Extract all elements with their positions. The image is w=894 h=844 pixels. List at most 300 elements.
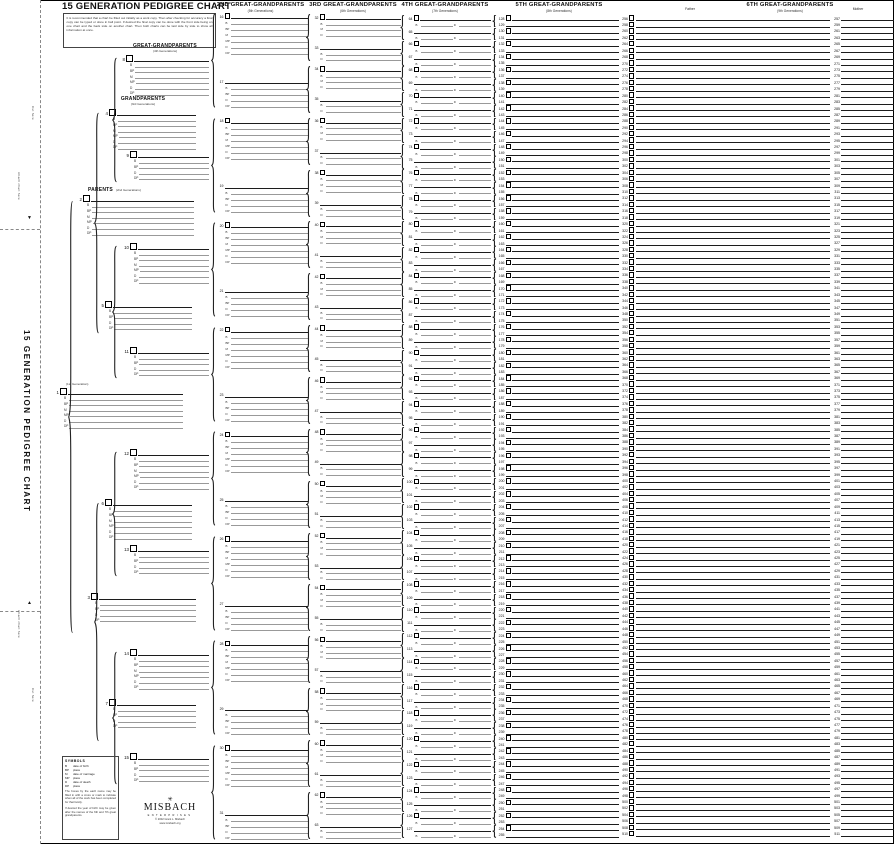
name-line-94[interactable] xyxy=(420,400,491,407)
field-line-56-D[interactable] xyxy=(326,653,402,660)
completion-checkbox-426[interactable] xyxy=(629,561,634,566)
field-line-41-D[interactable] xyxy=(326,262,402,269)
completion-checkbox-280[interactable] xyxy=(629,92,634,97)
name-line-5[interactable] xyxy=(113,300,192,308)
name-line-109[interactable] xyxy=(414,593,492,600)
name-line-100[interactable] xyxy=(420,473,491,484)
completion-checkbox-5[interactable] xyxy=(105,301,112,308)
completion-checkbox-436[interactable] xyxy=(629,593,634,598)
completion-checkbox-292[interactable] xyxy=(629,131,634,136)
completion-checkbox-62[interactable] xyxy=(320,792,325,797)
field-line-5-DP[interactable] xyxy=(114,329,192,330)
name-line-126[interactable] xyxy=(420,812,491,819)
completion-checkbox-126[interactable] xyxy=(414,813,419,818)
field-line-51-D[interactable] xyxy=(326,521,402,528)
field-line-21-DP[interactable] xyxy=(231,310,308,317)
field-line-29-DP[interactable] xyxy=(231,728,308,735)
completion-checkbox-340[interactable] xyxy=(629,285,634,290)
name-line-121[interactable] xyxy=(414,748,492,755)
completion-checkbox-15[interactable] xyxy=(130,753,137,760)
completion-checkbox-504[interactable] xyxy=(629,812,634,817)
completion-checkbox-256[interactable] xyxy=(629,15,634,20)
completion-checkbox-458[interactable] xyxy=(629,664,634,669)
completion-checkbox-462[interactable] xyxy=(629,677,634,682)
completion-checkbox-478[interactable] xyxy=(629,728,634,733)
completion-checkbox-414[interactable] xyxy=(629,523,634,528)
completion-checkbox-508[interactable] xyxy=(629,825,634,830)
completion-checkbox-334[interactable] xyxy=(629,266,634,271)
completion-checkbox-474[interactable] xyxy=(629,715,634,720)
completion-checkbox-94[interactable] xyxy=(414,401,419,406)
field-line-62-D[interactable] xyxy=(326,808,402,815)
completion-checkbox-432[interactable] xyxy=(629,581,634,586)
name-line-110[interactable] xyxy=(420,606,491,613)
field-line-55-D[interactable] xyxy=(326,625,402,632)
completion-checkbox-64[interactable] xyxy=(414,15,419,20)
name-line-6[interactable] xyxy=(113,498,192,506)
completion-checkbox-20[interactable] xyxy=(225,222,230,227)
field-line-58-D[interactable] xyxy=(326,705,402,712)
completion-checkbox-416[interactable] xyxy=(629,529,634,534)
completion-checkbox-104[interactable] xyxy=(414,530,419,535)
field-line-28-DP[interactable] xyxy=(231,675,308,682)
completion-checkbox-472[interactable] xyxy=(629,709,634,714)
completion-checkbox-26[interactable] xyxy=(225,536,230,541)
completion-checkbox-344[interactable] xyxy=(629,298,634,303)
completion-checkbox-510[interactable] xyxy=(629,831,634,836)
completion-checkbox-114[interactable] xyxy=(414,659,419,664)
completion-checkbox-34[interactable] xyxy=(320,66,325,71)
completion-checkbox-9[interactable] xyxy=(130,151,137,158)
completion-checkbox-446[interactable] xyxy=(629,625,634,630)
name-line-88[interactable] xyxy=(420,323,491,330)
field-line-42-D[interactable] xyxy=(326,290,402,297)
field-line-39-D[interactable] xyxy=(326,210,402,217)
name-line-111[interactable] xyxy=(414,619,492,626)
completion-checkbox-438[interactable] xyxy=(629,600,634,605)
name-line-510[interactable] xyxy=(636,830,830,837)
completion-checkbox-396[interactable] xyxy=(629,465,634,470)
name-line-68[interactable] xyxy=(420,61,491,72)
field-line-25-DP[interactable] xyxy=(231,519,308,526)
completion-checkbox-108[interactable] xyxy=(414,581,419,586)
name-line-72[interactable] xyxy=(420,117,491,124)
completion-checkbox-92[interactable] xyxy=(414,376,419,381)
field-line-48-D[interactable] xyxy=(326,445,402,452)
field-line-1-DP[interactable] xyxy=(69,428,183,429)
name-line-93[interactable] xyxy=(414,387,492,394)
completion-checkbox-420[interactable] xyxy=(629,542,634,547)
field-line-127-D[interactable] xyxy=(459,837,491,838)
completion-checkbox-464[interactable] xyxy=(629,683,634,688)
completion-checkbox-30[interactable] xyxy=(225,745,230,750)
completion-checkbox-502[interactable] xyxy=(629,805,634,810)
completion-checkbox-302[interactable] xyxy=(629,163,634,168)
field-line-24-DP[interactable] xyxy=(231,466,308,473)
completion-checkbox-348[interactable] xyxy=(629,311,634,316)
name-line-79[interactable] xyxy=(414,207,492,214)
completion-checkbox-16[interactable] xyxy=(225,13,230,18)
field-line-2-DP[interactable] xyxy=(92,235,194,236)
field-line-30-DP[interactable] xyxy=(231,780,308,787)
field-line-15-DP[interactable] xyxy=(139,781,209,782)
completion-checkbox-116[interactable] xyxy=(414,684,419,689)
completion-checkbox-44[interactable] xyxy=(320,325,325,330)
completion-checkbox-314[interactable] xyxy=(629,202,634,207)
completion-checkbox-480[interactable] xyxy=(629,735,634,740)
name-line-117[interactable] xyxy=(414,696,492,703)
completion-checkbox-266[interactable] xyxy=(629,48,634,53)
completion-checkbox-106[interactable] xyxy=(414,556,419,561)
completion-checkbox-11[interactable] xyxy=(130,347,137,354)
completion-checkbox-374[interactable] xyxy=(629,394,634,399)
completion-checkbox-388[interactable] xyxy=(629,439,634,444)
completion-checkbox-454[interactable] xyxy=(629,651,634,656)
completion-checkbox-366[interactable] xyxy=(629,369,634,374)
completion-checkbox-32[interactable] xyxy=(320,14,325,19)
field-line-36-D[interactable] xyxy=(326,134,402,141)
completion-checkbox-354[interactable] xyxy=(629,330,634,335)
completion-checkbox-306[interactable] xyxy=(629,176,634,181)
completion-checkbox-310[interactable] xyxy=(629,189,634,194)
completion-checkbox-332[interactable] xyxy=(629,259,634,264)
completion-checkbox-430[interactable] xyxy=(629,574,634,579)
completion-checkbox-38[interactable] xyxy=(320,170,325,175)
field-line-6-DP[interactable] xyxy=(114,539,192,540)
completion-checkbox-400[interactable] xyxy=(629,478,634,483)
name-line-124[interactable] xyxy=(420,786,491,793)
completion-checkbox-500[interactable] xyxy=(629,799,634,804)
completion-checkbox-490[interactable] xyxy=(629,767,634,772)
name-line-74[interactable] xyxy=(420,143,491,150)
field-line-127-B[interactable] xyxy=(421,837,453,838)
completion-checkbox-274[interactable] xyxy=(629,73,634,78)
completion-checkbox-24[interactable] xyxy=(225,432,230,437)
completion-checkbox-290[interactable] xyxy=(629,125,634,130)
name-line-13[interactable] xyxy=(138,544,209,552)
field-line-16-DP[interactable] xyxy=(231,48,308,55)
completion-checkbox-404[interactable] xyxy=(629,491,634,496)
name-line-103[interactable] xyxy=(414,516,492,523)
completion-checkbox-352[interactable] xyxy=(629,324,634,329)
completion-checkbox-13[interactable] xyxy=(130,545,137,552)
completion-checkbox-48[interactable] xyxy=(320,429,325,434)
completion-checkbox-276[interactable] xyxy=(629,80,634,85)
name-line-98[interactable] xyxy=(420,447,491,458)
completion-checkbox-110[interactable] xyxy=(414,607,419,612)
completion-checkbox-356[interactable] xyxy=(629,337,634,342)
completion-checkbox-342[interactable] xyxy=(629,292,634,297)
name-line-122[interactable] xyxy=(420,756,491,767)
completion-checkbox-468[interactable] xyxy=(629,696,634,701)
completion-checkbox-268[interactable] xyxy=(629,54,634,59)
field-line-19-DP[interactable] xyxy=(231,206,308,213)
completion-checkbox-382[interactable] xyxy=(629,420,634,425)
completion-checkbox-72[interactable] xyxy=(414,118,419,123)
completion-checkbox-350[interactable] xyxy=(629,317,634,322)
completion-checkbox-22[interactable] xyxy=(225,327,230,332)
completion-checkbox-442[interactable] xyxy=(629,613,634,618)
name-line-77[interactable] xyxy=(414,177,492,188)
completion-checkbox-6[interactable] xyxy=(105,499,112,506)
name-line-106[interactable] xyxy=(420,550,491,561)
completion-checkbox-406[interactable] xyxy=(629,497,634,502)
field-line-34-D[interactable] xyxy=(326,82,402,89)
name-line-99[interactable] xyxy=(414,460,492,471)
name-line-4[interactable] xyxy=(117,108,196,116)
completion-checkbox-506[interactable] xyxy=(629,818,634,823)
name-line-3[interactable] xyxy=(99,592,196,600)
completion-checkbox-360[interactable] xyxy=(629,349,634,354)
completion-checkbox-84[interactable] xyxy=(414,273,419,278)
completion-checkbox-100[interactable] xyxy=(414,479,419,484)
completion-checkbox-112[interactable] xyxy=(414,633,419,638)
completion-checkbox-86[interactable] xyxy=(414,298,419,303)
name-line-82[interactable] xyxy=(420,246,491,253)
completion-checkbox-298[interactable] xyxy=(629,150,634,155)
completion-checkbox-284[interactable] xyxy=(629,105,634,110)
completion-checkbox-58[interactable] xyxy=(320,688,325,693)
name-line-11[interactable] xyxy=(138,346,209,354)
field-line-44-D[interactable] xyxy=(326,342,402,349)
field-line-20-DP[interactable] xyxy=(231,257,308,264)
completion-checkbox-46[interactable] xyxy=(320,377,325,382)
completion-checkbox-118[interactable] xyxy=(414,710,419,715)
completion-checkbox-318[interactable] xyxy=(629,214,634,219)
completion-checkbox-294[interactable] xyxy=(629,137,634,142)
completion-checkbox-378[interactable] xyxy=(629,407,634,412)
field-line-23-DP[interactable] xyxy=(231,415,308,422)
field-line-22-DP[interactable] xyxy=(231,362,308,369)
completion-checkbox-328[interactable] xyxy=(629,247,634,252)
completion-checkbox-336[interactable] xyxy=(629,272,634,277)
field-line-43-D[interactable] xyxy=(326,314,402,321)
completion-checkbox-66[interactable] xyxy=(414,41,419,46)
field-line-47-D[interactable] xyxy=(326,418,402,425)
completion-checkbox-272[interactable] xyxy=(629,67,634,72)
name-line-96[interactable] xyxy=(420,426,491,433)
completion-checkbox-402[interactable] xyxy=(629,484,634,489)
field-line-38-D[interactable] xyxy=(326,186,402,193)
name-line-104[interactable] xyxy=(420,529,491,536)
completion-checkbox-18[interactable] xyxy=(225,118,230,123)
field-line-18-DP[interactable] xyxy=(231,153,308,160)
completion-checkbox-412[interactable] xyxy=(629,516,634,521)
name-line-114[interactable] xyxy=(420,653,491,664)
field-line-3-DP[interactable] xyxy=(100,621,196,622)
completion-checkbox-364[interactable] xyxy=(629,362,634,367)
completion-checkbox-484[interactable] xyxy=(629,748,634,753)
completion-checkbox-440[interactable] xyxy=(629,606,634,611)
name-line-2[interactable] xyxy=(91,194,194,202)
completion-checkbox-88[interactable] xyxy=(414,324,419,329)
completion-checkbox-14[interactable] xyxy=(130,649,137,656)
field-line-11-DP[interactable] xyxy=(139,375,209,376)
name-line-115[interactable] xyxy=(414,670,492,677)
completion-checkbox-394[interactable] xyxy=(629,459,634,464)
name-line-91[interactable] xyxy=(414,362,492,369)
name-line-90[interactable] xyxy=(420,349,491,356)
completion-checkbox-304[interactable] xyxy=(629,170,634,175)
completion-checkbox-322[interactable] xyxy=(629,227,634,232)
name-line-120[interactable] xyxy=(420,735,491,742)
completion-checkbox-10[interactable] xyxy=(130,243,137,250)
name-line-101[interactable] xyxy=(414,490,492,497)
name-line-76[interactable] xyxy=(420,164,491,175)
completion-checkbox-482[interactable] xyxy=(629,741,634,746)
completion-checkbox-380[interactable] xyxy=(629,414,634,419)
name-line-70[interactable] xyxy=(420,87,491,98)
completion-checkbox-470[interactable] xyxy=(629,703,634,708)
completion-checkbox-124[interactable] xyxy=(414,787,419,792)
field-line-14-DP[interactable] xyxy=(139,689,209,690)
completion-checkbox-270[interactable] xyxy=(629,60,634,65)
field-line-59-D[interactable] xyxy=(326,729,402,736)
completion-checkbox-466[interactable] xyxy=(629,690,634,695)
completion-checkbox-392[interactable] xyxy=(629,452,634,457)
completion-checkbox-460[interactable] xyxy=(629,670,634,675)
name-line-511[interactable] xyxy=(841,830,894,837)
completion-checkbox-424[interactable] xyxy=(629,555,634,560)
completion-checkbox-76[interactable] xyxy=(414,170,419,175)
completion-checkbox-362[interactable] xyxy=(629,356,634,361)
completion-checkbox-372[interactable] xyxy=(629,388,634,393)
name-line-64[interactable] xyxy=(420,14,491,21)
name-line-123[interactable] xyxy=(414,773,492,780)
name-line-12[interactable] xyxy=(138,448,209,456)
name-line-112[interactable] xyxy=(420,632,491,639)
completion-checkbox-368[interactable] xyxy=(629,375,634,380)
name-line-81[interactable] xyxy=(414,233,492,240)
completion-checkbox-1[interactable] xyxy=(60,388,67,395)
name-line-97[interactable] xyxy=(414,439,492,446)
completion-checkbox-258[interactable] xyxy=(629,22,634,27)
name-line-87[interactable] xyxy=(414,310,492,317)
completion-checkbox-308[interactable] xyxy=(629,182,634,187)
completion-checkbox-102[interactable] xyxy=(414,504,419,509)
name-line-7[interactable] xyxy=(117,698,196,706)
completion-checkbox-376[interactable] xyxy=(629,401,634,406)
name-line-65[interactable] xyxy=(414,27,492,34)
field-line-10-DP[interactable] xyxy=(139,283,209,284)
name-line-127[interactable] xyxy=(414,825,492,832)
field-line-37-D[interactable] xyxy=(326,158,402,165)
name-line-84[interactable] xyxy=(420,267,491,278)
name-line-75[interactable] xyxy=(414,156,492,163)
field-line-31-DP[interactable] xyxy=(231,833,308,840)
name-line-255[interactable] xyxy=(506,831,620,838)
completion-checkbox-494[interactable] xyxy=(629,780,634,785)
field-line-9-DP[interactable] xyxy=(139,179,209,180)
name-line-66[interactable] xyxy=(420,40,491,47)
field-line-61-D[interactable] xyxy=(326,781,402,788)
completion-checkbox-324[interactable] xyxy=(629,234,634,239)
completion-checkbox-428[interactable] xyxy=(629,568,634,573)
completion-checkbox-70[interactable] xyxy=(414,93,419,98)
field-line-57-D[interactable] xyxy=(326,677,402,684)
field-line-27-DP[interactable] xyxy=(231,624,308,631)
field-line-52-D[interactable] xyxy=(326,549,402,556)
name-line-116[interactable] xyxy=(420,683,491,690)
completion-checkbox-444[interactable] xyxy=(629,619,634,624)
completion-checkbox-488[interactable] xyxy=(629,760,634,765)
completion-checkbox-82[interactable] xyxy=(414,247,419,252)
completion-checkbox-36[interactable] xyxy=(320,118,325,123)
name-line-14[interactable] xyxy=(138,648,209,656)
name-line-69[interactable] xyxy=(414,74,492,85)
completion-checkbox-370[interactable] xyxy=(629,381,634,386)
name-line-83[interactable] xyxy=(414,259,492,266)
field-line-26-DP[interactable] xyxy=(231,571,308,578)
completion-checkbox-398[interactable] xyxy=(629,471,634,476)
completion-checkbox-74[interactable] xyxy=(414,144,419,149)
completion-checkbox-52[interactable] xyxy=(320,533,325,538)
field-line-60-D[interactable] xyxy=(326,756,402,763)
name-line-71[interactable] xyxy=(414,104,492,111)
completion-checkbox-96[interactable] xyxy=(414,427,419,432)
field-line-50-D[interactable] xyxy=(326,497,402,504)
completion-checkbox-422[interactable] xyxy=(629,548,634,553)
completion-checkbox-326[interactable] xyxy=(629,240,634,245)
completion-checkbox-260[interactable] xyxy=(629,28,634,33)
completion-checkbox-450[interactable] xyxy=(629,638,634,643)
completion-checkbox-286[interactable] xyxy=(629,112,634,117)
completion-checkbox-296[interactable] xyxy=(629,144,634,149)
completion-checkbox-390[interactable] xyxy=(629,446,634,451)
name-line-15[interactable] xyxy=(138,752,209,760)
field-line-7-DP[interactable] xyxy=(118,727,196,728)
completion-checkbox-60[interactable] xyxy=(320,740,325,745)
name-line-108[interactable] xyxy=(420,576,491,587)
completion-checkbox-312[interactable] xyxy=(629,195,634,200)
field-line-45-D[interactable] xyxy=(326,366,402,373)
name-line-89[interactable] xyxy=(414,336,492,343)
completion-checkbox-98[interactable] xyxy=(414,453,419,458)
completion-checkbox-12[interactable] xyxy=(130,449,137,456)
completion-checkbox-50[interactable] xyxy=(320,481,325,486)
completion-checkbox-264[interactable] xyxy=(629,41,634,46)
completion-checkbox-42[interactable] xyxy=(320,274,325,279)
completion-checkbox-278[interactable] xyxy=(629,86,634,91)
completion-checkbox-434[interactable] xyxy=(629,587,634,592)
completion-checkbox-120[interactable] xyxy=(414,736,419,741)
completion-checkbox-386[interactable] xyxy=(629,433,634,438)
field-line-49-D[interactable] xyxy=(326,469,402,476)
field-line-33-D[interactable] xyxy=(326,55,402,62)
completion-checkbox-498[interactable] xyxy=(629,792,634,797)
completion-checkbox-338[interactable] xyxy=(629,279,634,284)
completion-checkbox-408[interactable] xyxy=(629,503,634,508)
completion-checkbox-330[interactable] xyxy=(629,253,634,258)
field-line-13-DP[interactable] xyxy=(139,573,209,574)
completion-checkbox-418[interactable] xyxy=(629,536,634,541)
completion-checkbox-346[interactable] xyxy=(629,304,634,309)
field-line-8-DP[interactable] xyxy=(135,95,209,96)
name-line-113[interactable] xyxy=(414,645,492,652)
field-line-54-D[interactable] xyxy=(326,601,402,608)
name-line-118[interactable] xyxy=(420,709,491,716)
name-line-8[interactable] xyxy=(134,54,209,62)
completion-checkbox-476[interactable] xyxy=(629,722,634,727)
name-line-73[interactable] xyxy=(414,130,492,137)
name-line-95[interactable] xyxy=(414,413,492,420)
completion-checkbox-54[interactable] xyxy=(320,585,325,590)
name-line-119[interactable] xyxy=(414,722,492,729)
name-line-105[interactable] xyxy=(414,542,492,549)
name-line-85[interactable] xyxy=(414,284,492,291)
completion-checkbox-288[interactable] xyxy=(629,118,634,123)
field-line-35-D[interactable] xyxy=(326,106,402,113)
